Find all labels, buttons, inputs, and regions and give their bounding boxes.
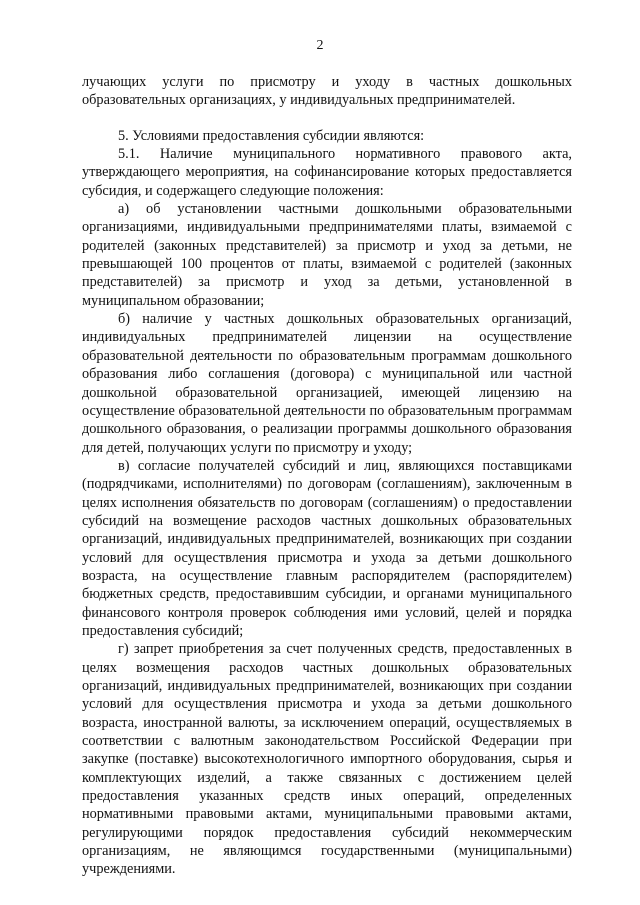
document-body (82, 73, 572, 879)
paragraph-continuation: лучающих услуги по присмотру и уходу в частных дошкольных образовательных организациях, у индивидуальных предпринимателей. (82, 74, 572, 109)
page-number: 2 (316, 38, 324, 53)
paragraph-item-g: г) запрет приобретения за счет полученных средств, предоставленных в целях возмещения расходов частных дошкольных образовательных организаций, индивидуальных предпринимателей, возникающих при создании условий для осуществления присмотра и ухода за детьми дошкольного возраста, иностранной валюты, за исключением операций, осуществляемых в соответствии с валютным законодательством Российской Федерации при закупке (поставке) высокотехнологичного импортного оборудования, сырья и комплектующих изделий, а также связанных с достижением целей предоставления указанных средств иных операций, определенных нормативными правовыми актами, муниципальными правовыми актами, регулирующими порядок предоставления субсидий некоммерческим организациям, не являющимся государственными (муниципальными) учреждениями. (82, 641, 572, 878)
paragraph-item-a: а) об установлении частными дошкольными образовательными организациями, индивидуальными предпринимателями платы, взимаемой с родителей (законных представителей) за присмотр и уход за детьми, не превышающей 100 процентов от платы, взимаемой с родителей (законных представителей) за присмотр и уход за детьми, установленной в муниципальном образовании; (82, 201, 572, 309)
paragraph-section-5: 5. Условиями предоставления субсидии являются: (118, 127, 425, 144)
paragraph-clause-5-1: 5.1. Наличие муниципального нормативного правового акта, утверждающего мероприятия, на софинансирование которых предоставляется субсидия, и содержащего следующие положения: (82, 146, 572, 199)
paragraph-gap (82, 110, 572, 127)
paragraph-item-v: в) согласие получателей субсидий и лиц, являющихся поставщиками (подрядчиками, исполнителями) по договорам (соглашениям), заключенным в целях исполнения обязательств по договорам (соглашениям) о предоставлении субсидий на возмещение расходов частных дошкольных образовательных организаций, индивидуальных предпринимателей, возникающих при создании условий для осуществления присмотра и ухода за детьми дошкольного возраста, на осуществление главным распорядителем (распорядителем) бюджетных средств, предоставившим субсидии, и органами муниципального финансового контроля проверок соблюдения ими условий, целей и порядка предоставления субсидий; (82, 457, 572, 639)
paragraph-item-b: б) наличие у частных дошкольных образовательных организаций, индивидуальных предпринимателей лицензии на осуществление образовательной деятельности по образовательным программам дошкольного образования либо соглашения (договора) с муниципальной или частной дошкольной образовательной организацией, имеющей лицензию на осуществление образовательной деятельности по образовательным программам дошкольного образования, о реализации программы дошкольного образования для детей, получающих услуги по присмотру и уходу; (82, 311, 572, 456)
